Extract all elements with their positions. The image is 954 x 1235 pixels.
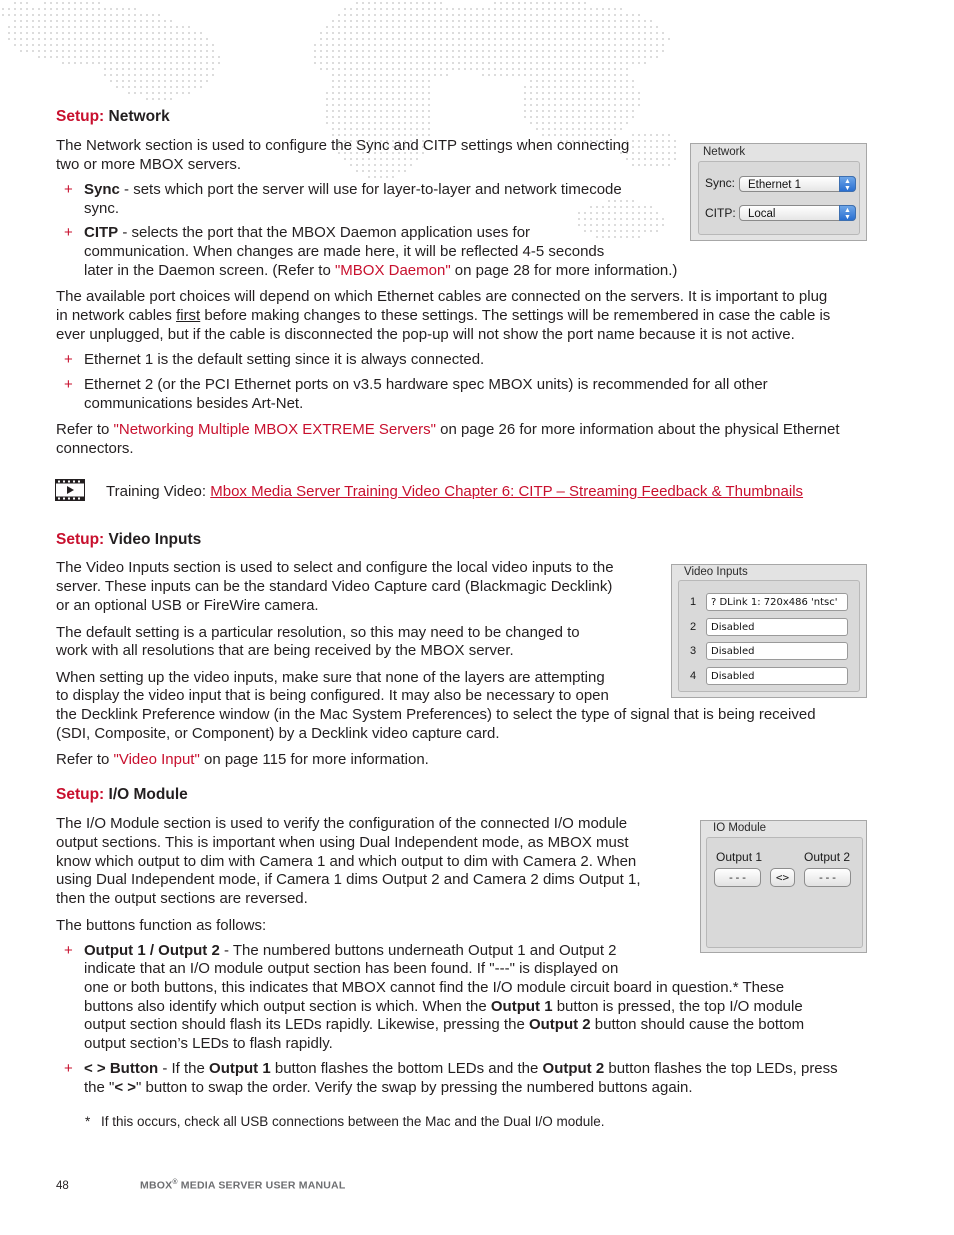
io-b2-line-2	[84, 1078, 693, 1097]
vi-para1-line-2: server. These inputs can be the standard Video Capture card (Blackmagic Decklink)	[56, 578, 613, 595]
io-b2-line-1	[84, 1059, 838, 1078]
text: " button to swap the order. Verify the swap by pressing the numbered buttons again.	[136, 1079, 693, 1096]
text: - The numbered buttons underneath Output 1 and Output 2	[219, 942, 617, 959]
registered-mark: ®	[172, 1179, 178, 1186]
io-module-panel	[700, 820, 867, 953]
citp-bullet-line-2: communication. When changes are made here, it will be reflected 4-5 seconds	[84, 243, 605, 260]
citp-popup[interactable]	[739, 205, 856, 221]
manual-title	[140, 1179, 345, 1192]
vi-para3-line-3: the Decklink Preference window (in the Mac System Preferences) to select the type of signal that is being received	[56, 706, 816, 723]
text: the "	[84, 1079, 115, 1096]
vi-para1-line-3: or an optional USB or FireWire camera.	[56, 597, 319, 614]
citp-label: CITP:	[705, 206, 736, 220]
training-video-line	[106, 482, 803, 501]
video-input-field-4[interactable]: Disabled	[706, 667, 848, 685]
output1-label: Output 1	[716, 850, 763, 864]
text: button flashes the top LEDs, press	[604, 1060, 838, 1077]
io-para1-line-5: then the output sections are reversed.	[56, 890, 308, 907]
citp-bullet-line-3	[84, 261, 677, 280]
bold-term: Output 2	[528, 1016, 591, 1033]
vi-refer-line	[56, 750, 429, 769]
section-heading-network	[56, 108, 170, 126]
vi-para1-line-1: The Video Inputs section is used to select and configure the local video inputs to the	[56, 559, 614, 576]
io-b1-line-1	[84, 941, 617, 960]
io-para2: The buttons function as follows:	[56, 917, 267, 934]
training-video-link[interactable]: Mbox Media Server Training Video Chapter 6: CITP – Streaming Feedback & Thumbnails	[210, 483, 804, 500]
video-input-field-2[interactable]: Disabled	[706, 618, 848, 636]
citp-value: Local	[748, 208, 776, 220]
ethernet1-bullet: Ethernet 1 is the default setting since it is always connected.	[84, 351, 485, 368]
bullet-icon: +	[64, 376, 73, 393]
output1-button[interactable]: ---	[714, 868, 761, 887]
output-term: Output 1 / Output 2	[84, 942, 220, 959]
heading-keyword: Setup:	[56, 786, 105, 803]
io-b1-line-4	[84, 997, 803, 1016]
heading-title: I/O Module	[108, 786, 188, 803]
ports-para-line-2	[56, 306, 830, 325]
sync-term: Sync	[84, 181, 120, 198]
panel-title: IO Module	[713, 822, 767, 834]
output2-button[interactable]: ---	[804, 868, 851, 887]
io-b1-line-5	[84, 1015, 804, 1034]
text: on page 115 for more information.	[199, 751, 429, 768]
training-label: Training Video:	[106, 483, 211, 500]
network-intro-line-2: two or more MBOX servers.	[56, 156, 242, 173]
sync-popup[interactable]	[739, 176, 856, 192]
text: on page 26 for more information about the physical Ethernet	[435, 421, 840, 438]
mbox-daemon-link[interactable]: "MBOX Daemon"	[334, 262, 451, 279]
text: output section should flash its LEDs rapidly. Likewise, pressing the	[84, 1016, 529, 1033]
swap-button[interactable]: <>	[770, 868, 795, 887]
citp-bullet-line-1	[84, 223, 530, 242]
bullet-icon: +	[64, 181, 73, 198]
network-intro-line-1: The Network section is used to configure the Sync and CITP settings when connecting	[56, 137, 630, 154]
row-number: 2	[690, 621, 697, 633]
io-b1-line-3: one or both buttons, this indicates that MBOX cannot find the I/O module circuit board in question.* These	[84, 979, 785, 996]
ethernet2-bullet-line-1: Ethernet 2 (or the PCI Ethernet ports on v3.5 hardware spec MBOX units) is recommended for all other	[84, 376, 768, 393]
sync-desc: - sets which port the server will use for layer-to-layer and network timecode	[119, 181, 622, 198]
network-refer-line-1	[56, 420, 840, 439]
sync-bullet-line-2: sync.	[84, 200, 120, 217]
sync-label: Sync:	[705, 176, 736, 190]
swap-term: < > Button	[84, 1060, 159, 1077]
panel-inner	[698, 161, 860, 235]
io-b1-line-2: indicate that an I/O module output section has been found. If "---" is displayed on	[84, 960, 619, 977]
text: before making changes to these settings. The settings will be remembered in case the cable is	[200, 307, 831, 324]
popup-arrows-icon: ▲ ▼	[839, 205, 856, 221]
io-para1-line-3: know which output to dim with Camera 1 and which output to dim with Camera 2. When	[56, 853, 637, 870]
text: on page 28 for more information.)	[450, 262, 678, 279]
heading-title: Network	[108, 108, 170, 125]
network-panel	[690, 143, 867, 241]
bold-term: Output 2	[542, 1060, 605, 1077]
video-input-field-1[interactable]: ? DLink 1: 720x486 'ntsc'	[706, 593, 848, 611]
vi-para2-line-1: The default setting is a particular resolution, so this may need to be changed to	[56, 624, 580, 641]
row-number: 3	[690, 645, 697, 657]
panel-title: Video Inputs	[684, 566, 748, 578]
text: in network cables	[56, 307, 177, 324]
text: later in the Daemon screen. (Refer to	[84, 262, 335, 279]
video-input-link[interactable]: "Video Input"	[113, 751, 200, 768]
footnote-mark: *	[85, 1114, 91, 1129]
heading-keyword: Setup:	[56, 531, 105, 548]
bold-term: < >	[114, 1079, 137, 1096]
bullet-icon: +	[64, 351, 73, 368]
text: - If the	[158, 1060, 210, 1077]
bold-term: Output 1	[490, 998, 553, 1015]
panel-inner	[678, 580, 860, 692]
bullet-icon: +	[64, 942, 73, 959]
popup-arrows-icon: ▲ ▼	[839, 176, 856, 192]
sync-value: Ethernet 1	[748, 179, 802, 191]
ports-para-line-3: ever unplugged, but if the cable is disconnected the pop-up will not show the port name because it is not active.	[56, 326, 795, 343]
text: Refer to	[56, 751, 114, 768]
bullet-icon: +	[64, 1060, 73, 1077]
io-para1-line-4: using Dual Independent mode, if Camera 1 dims Output 2 and Camera 2 dims Output 1,	[56, 871, 641, 888]
footnote: If this occurs, check all USB connections between the Mac and the Dual I/O module.	[101, 1114, 605, 1129]
text: button should cause the bottom	[590, 1016, 805, 1033]
output2-label: Output 2	[804, 850, 851, 864]
heading-keyword: Setup:	[56, 108, 105, 125]
row-number: 4	[690, 670, 697, 682]
video-inputs-panel	[671, 564, 867, 698]
sync-bullet-line-1	[84, 180, 622, 199]
citp-desc: - selects the port that the MBOX Daemon application uses for	[118, 224, 531, 241]
bullet-icon: +	[64, 224, 73, 241]
networking-servers-link[interactable]: "Networking Multiple MBOX EXTREME Servers"	[113, 421, 436, 438]
text: button flashes the bottom LEDs and the	[270, 1060, 543, 1077]
citp-term: CITP	[84, 224, 119, 241]
section-heading-io-module	[56, 786, 188, 804]
vi-para2-line-2: work with all resolutions that are being received by the MBOX server.	[56, 642, 514, 659]
heading-title: Video Inputs	[108, 531, 202, 548]
text: MBOX	[140, 1179, 173, 1192]
first-emphasis: first	[176, 307, 201, 324]
vi-para3-line-4: (SDI, Composite, or Component) by a Decklink video capture card.	[56, 725, 500, 742]
io-para1-line-1: The I/O Module section is used to verify the configuration of the connected I/O module	[56, 815, 628, 832]
bold-term: Output 1	[209, 1060, 271, 1077]
ports-para-line-1: The available port choices will depend on which Ethernet cables are connected on the servers. It is important to plug	[56, 288, 828, 305]
text: buttons also identify which output section is which. When the	[84, 998, 491, 1015]
vi-para3-line-2: to display the video input that is being configured. It may also be necessary to open	[56, 687, 609, 704]
page-number: 48	[56, 1180, 69, 1192]
text: Refer to	[56, 421, 114, 438]
vi-para3-line-1: When setting up the video inputs, make sure that none of the layers are attempting	[56, 669, 605, 686]
io-b1-line-6: output section’s LEDs to flash rapidly.	[84, 1035, 333, 1052]
panel-title: Network	[703, 146, 746, 158]
row-number: 1	[690, 596, 697, 608]
text: button is pressed, the top I/O module	[552, 998, 803, 1015]
video-icon	[55, 479, 85, 501]
ethernet2-bullet-line-2: communications besides Art-Net.	[84, 395, 304, 412]
section-heading-video-inputs	[56, 531, 201, 549]
text: MEDIA SERVER USER MANUAL	[177, 1179, 346, 1192]
network-refer-line-2: connectors.	[56, 440, 134, 457]
video-input-field-3[interactable]: Disabled	[706, 642, 848, 660]
panel-inner	[706, 837, 863, 948]
io-para1-line-2: output sections. This is important when using Dual Independent mode, as MBOX must	[56, 834, 629, 851]
